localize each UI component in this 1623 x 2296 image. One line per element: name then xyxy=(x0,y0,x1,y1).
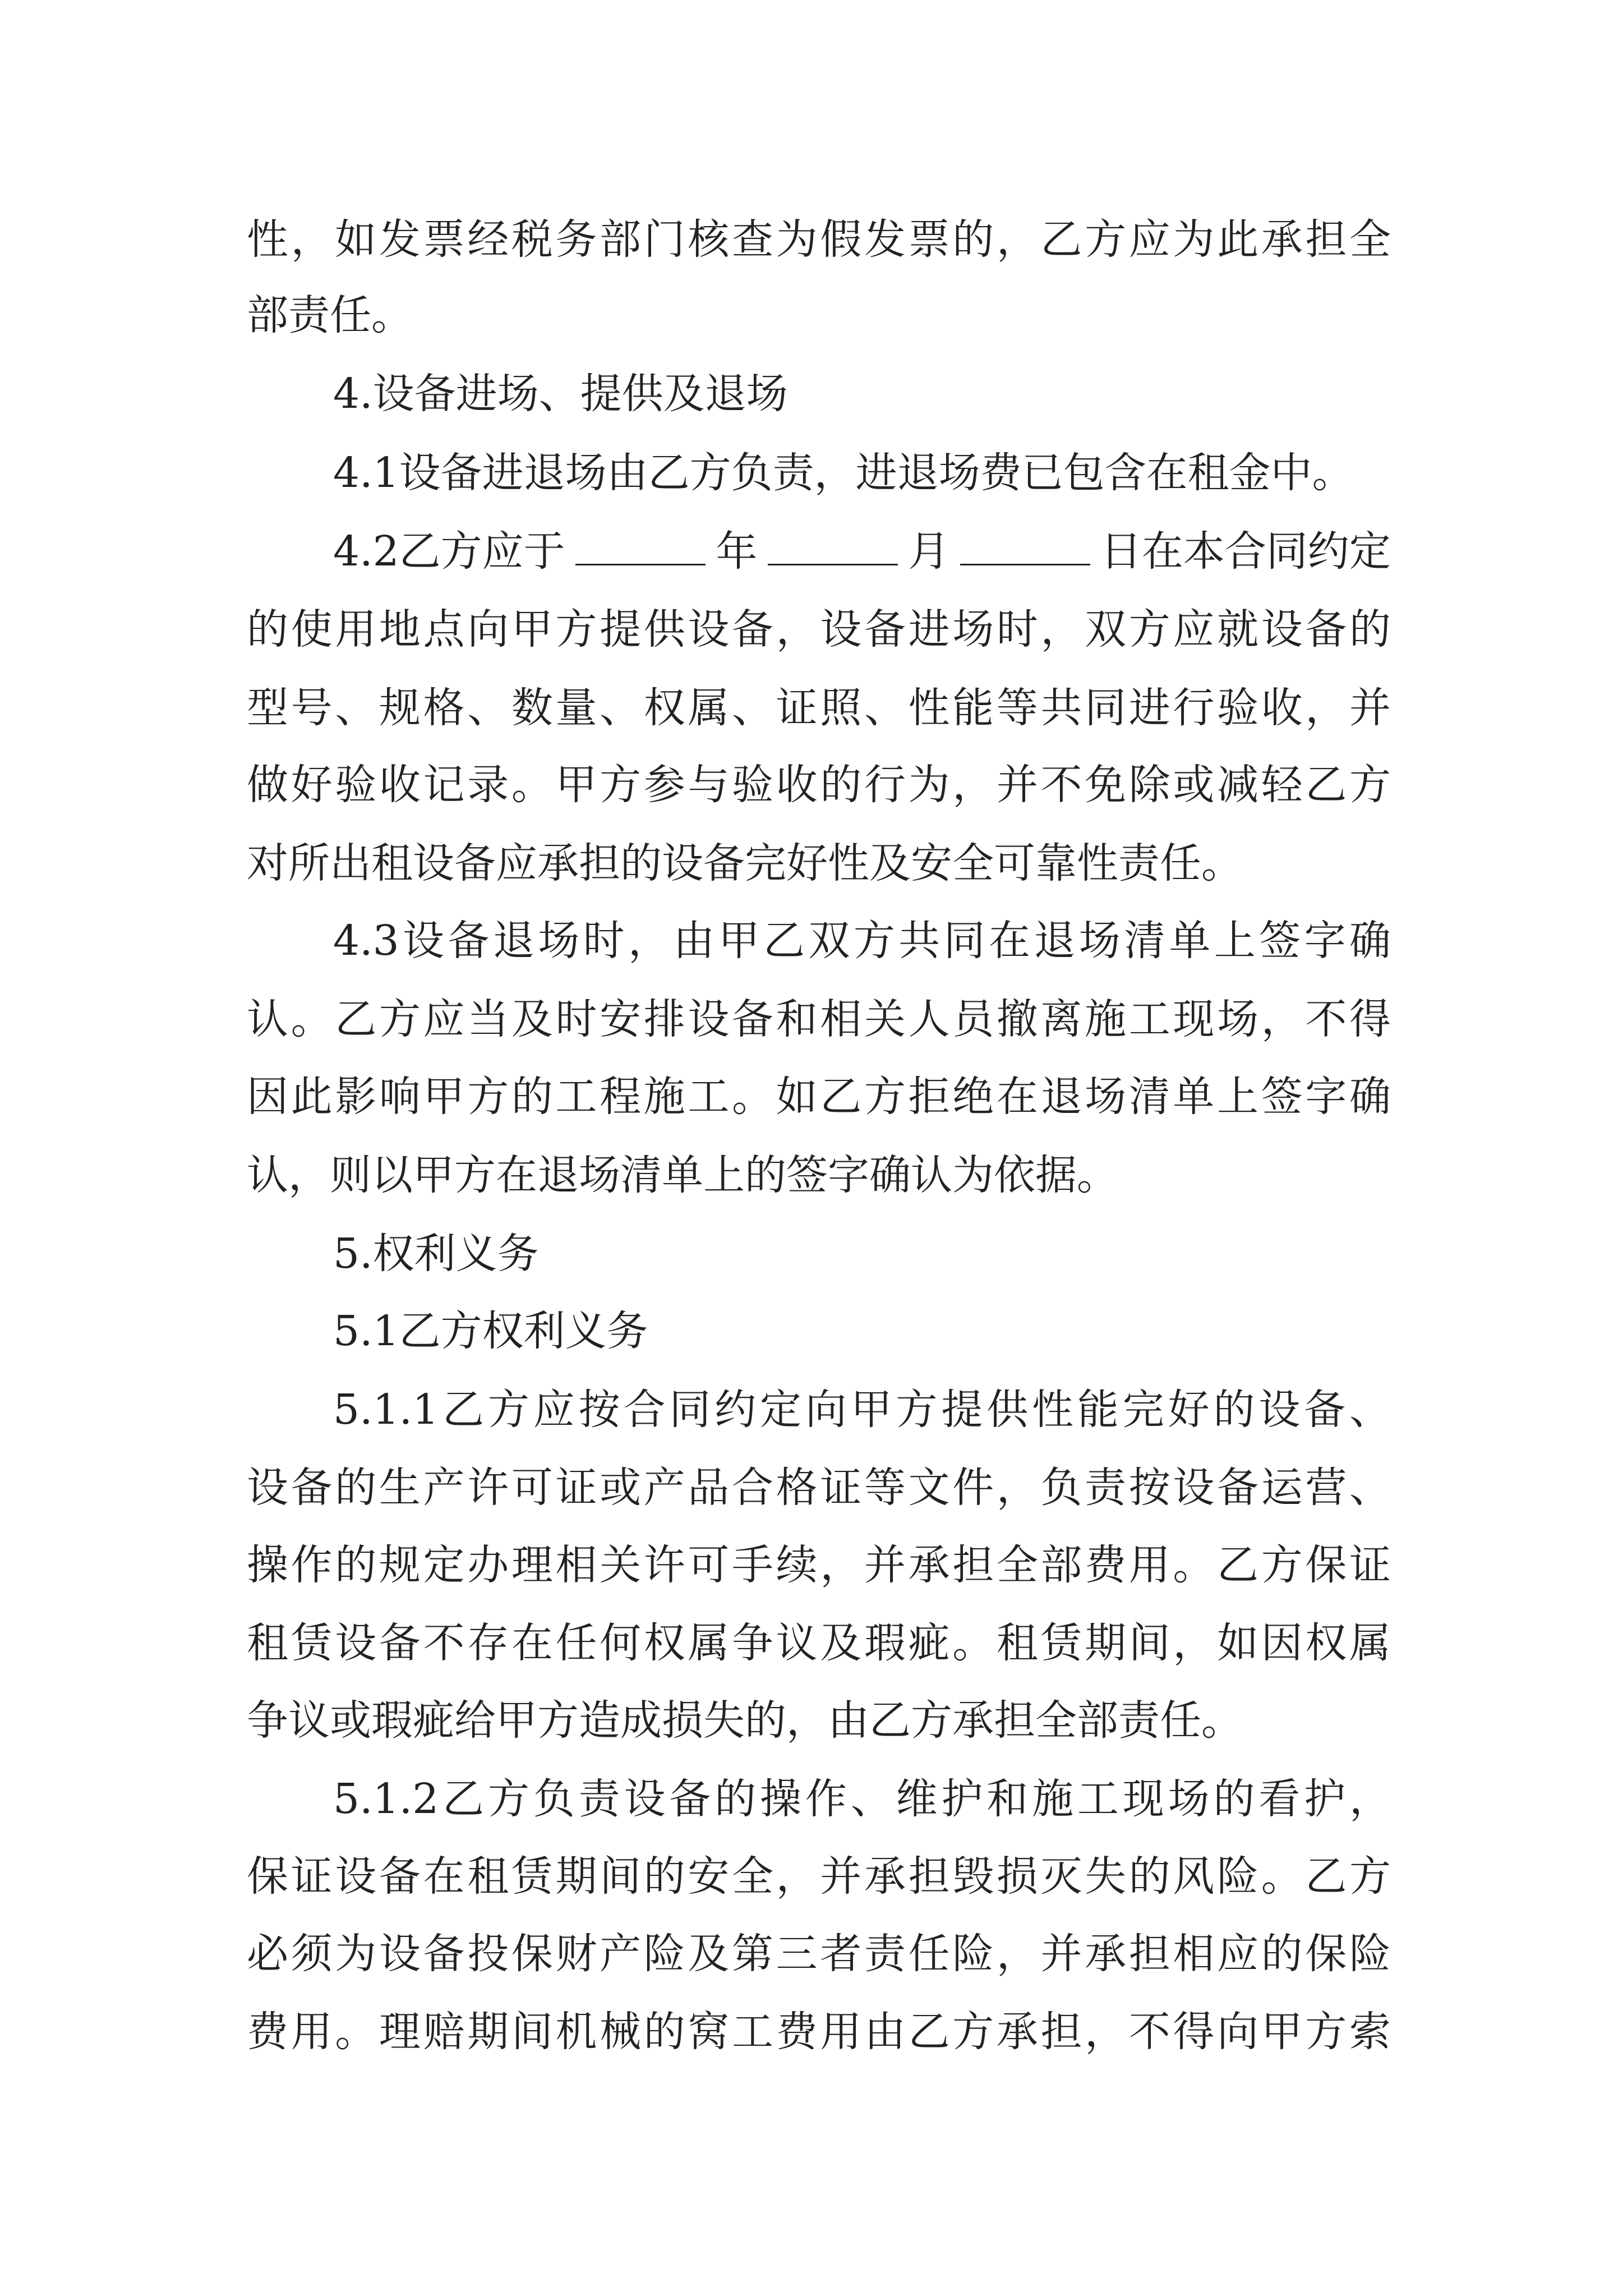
text-line: 认，则以甲方在退场清单上的签字确认为依据。 xyxy=(247,1151,1118,1199)
text-line: 5.1.2乙方负责设备的操作、维护和施工现场的看护， xyxy=(333,1775,1391,1823)
text-line: 认。乙方应当及时安排设备和相关人员撤离施工现场，不得 xyxy=(247,995,1391,1043)
text-line: 对所出租设备应承担的设备完好性及安全可靠性责任。 xyxy=(247,839,1243,887)
text-line: 保证设备在租赁期间的安全，并承担毁损灭失的风险。乙方 xyxy=(247,1852,1391,1901)
year-label: 年 xyxy=(716,527,758,576)
section-heading-4: 4.设备进场、提供及退场 xyxy=(333,370,788,418)
text-line: 部责任。 xyxy=(247,291,413,339)
date-line-suffix: 日在本合同约定 xyxy=(1100,527,1391,576)
section-heading-5: 5.权利义务 xyxy=(333,1230,539,1278)
text-line: 5.1.1乙方应按合同约定向甲方提供性能完好的设备、 xyxy=(333,1386,1391,1434)
text-line: 必须为设备投保财产险及第三者责任险，并承担相应的保险 xyxy=(247,1930,1391,1978)
text-line: 4.1设备进退场由乙方负责，进退场费已包含在租金中。 xyxy=(333,449,1354,497)
text-line: 性，如发票经税务部门核查为假发票的，乙方应为此承担全 xyxy=(247,215,1391,264)
text-line: 型号、规格、数量、权属、证照、性能等共同进行验收，并 xyxy=(247,684,1391,732)
date-line-prefix: 4.2乙方应于 xyxy=(333,527,565,576)
text-line: 的使用地点向甲方提供设备，设备进场时，双方应就设备的 xyxy=(247,605,1391,654)
day-blank xyxy=(960,530,1090,565)
text-line: 争议或瑕疵给甲方造成损失的，由乙方承担全部责任。 xyxy=(247,1696,1243,1745)
date-line xyxy=(333,527,1391,576)
text-line: 操作的规定办理相关许可手续，并承担全部费用。乙方保证 xyxy=(247,1541,1391,1589)
text-line: 费用。理赔期间机械的窝工费用由乙方承担，不得向甲方索 xyxy=(247,2008,1391,2056)
year-blank xyxy=(575,530,706,565)
month-blank xyxy=(768,530,898,565)
text-line: 设备的生产许可证或产品合格证等文件，负责按设备运营、 xyxy=(247,1464,1391,1512)
month-label: 月 xyxy=(908,527,950,576)
text-line: 做好验收记录。甲方参与验收的行为，并不免除或减轻乙方 xyxy=(247,761,1391,809)
subsection-heading-5-1: 5.1乙方权利义务 xyxy=(333,1307,648,1355)
text-line: 租赁设备不存在任何权属争议及瑕疵。租赁期间，如因权属 xyxy=(247,1619,1391,1667)
text-line: 因此影响甲方的工程施工。如乙方拒绝在退场清单上签字确 xyxy=(247,1073,1391,1121)
text-line: 4.3设备退场时，由甲乙双方共同在退场清单上签字确 xyxy=(333,917,1391,965)
